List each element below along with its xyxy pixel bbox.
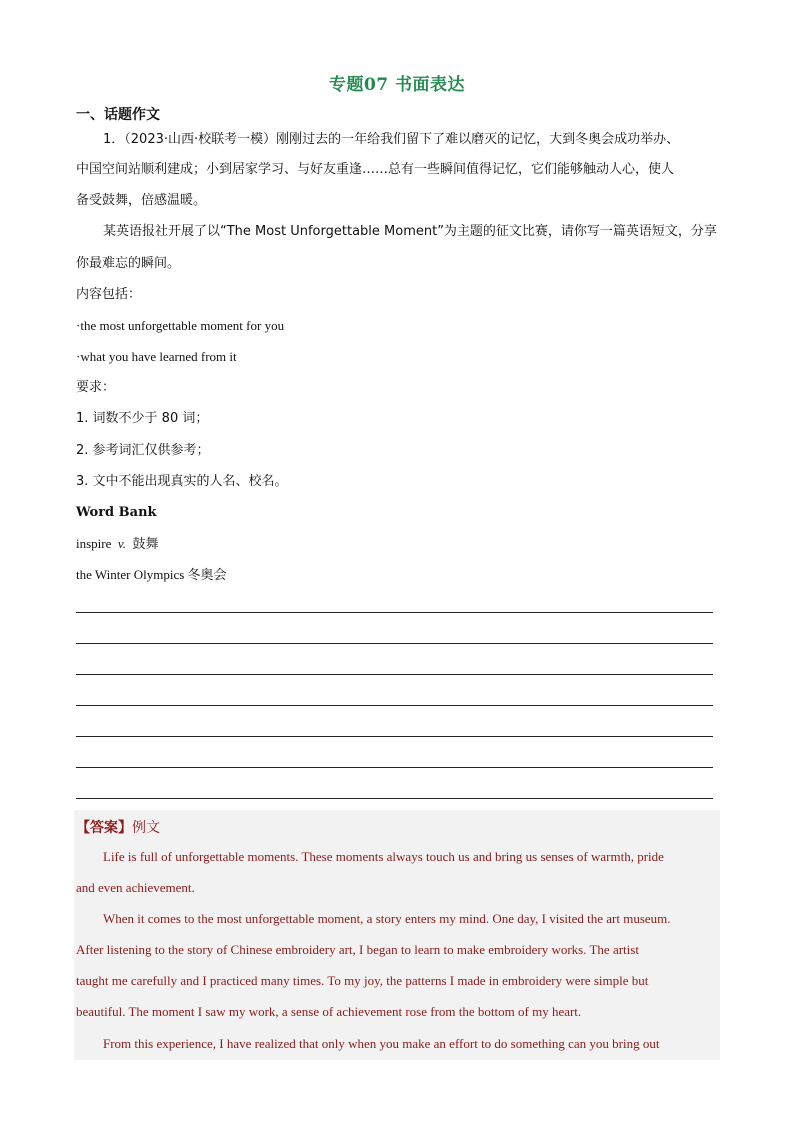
- answer-p1-line-2: and even achievement.: [76, 880, 195, 895]
- answer-p3-line-1: From this experience, I have realized that only when you make an effort to do something can you bring out: [103, 1036, 660, 1051]
- section-heading: 一、话题作文: [76, 107, 160, 123]
- answer-box: [74, 810, 720, 1060]
- question-line-4: 某英语报社开展了以“The Most Unforgettable Moment”为主题的征文比赛，请你写一篇英语短文，分享: [103, 224, 717, 239]
- answer-p2-line-3: taught me carefully and I practiced many times. To my joy, the patterns I made in embroidery were simple but: [76, 973, 649, 988]
- writing-line: [76, 798, 713, 799]
- requirements-label: 要求：: [76, 380, 116, 395]
- writing-line: [76, 705, 713, 706]
- answer-p2-line-4: beautiful. The moment I saw my work, a sense of achievement rose from the bottom of my heart.: [76, 1004, 582, 1019]
- word-bank-word: inspire: [76, 536, 112, 551]
- question-line-1: 1．（2023·山西·校联考一模）刚刚过去的一年给我们留下了难以磨灭的记忆，大到冬奥会成功举办、: [103, 132, 680, 147]
- writing-area: [76, 612, 713, 829]
- answer-p1-line-1: Life is full of unforgettable moments. These moments always touch us and bring us senses of warmth, pride: [103, 849, 664, 864]
- question-line-5: 你最难忘的瞬间。: [76, 256, 181, 271]
- question-line-3: 备受鼓舞，倍感温暖。: [76, 193, 207, 208]
- word-bank-label: Word Bank: [76, 505, 157, 520]
- writing-line: [76, 643, 713, 644]
- requirement-3: 3. 文中不能出现真实的人名、校名。: [76, 474, 288, 489]
- writing-line: [76, 736, 713, 737]
- answer-bracket: 【答案】: [76, 820, 132, 836]
- answer-p2-line-2: After listening to the story of Chinese embroidery art, I began to learn to make embroidery works. The artist: [76, 942, 639, 957]
- answer-p2-line-1: When it comes to the most unforgettable moment, a story enters my mind. One day, I visited the art museum.: [103, 911, 671, 926]
- word-bank-item-2: the Winter Olympics 冬奥会: [76, 567, 227, 582]
- writing-line: [76, 767, 713, 768]
- content-item-2: ·what you have learned from it: [76, 349, 237, 364]
- answer-label: [76, 817, 160, 837]
- content-item-1: ·the most unforgettable moment for you: [76, 318, 285, 333]
- requirement-1: 1. 词数不少于 80 词；: [76, 411, 209, 426]
- requirement-2: 2. 参考词汇仅供参考；: [76, 443, 210, 458]
- question-line-2: 中国空间站顺利建成；小到居家学习、与好友重逢……总有一些瞬间值得记忆，它们能够触动人心，使人: [76, 162, 675, 177]
- writing-line: [76, 674, 713, 675]
- content-label: 内容包括：: [76, 287, 142, 302]
- answer-label-text: 例文: [132, 820, 160, 836]
- word-bank-pos: v.: [117, 536, 126, 551]
- word-bank-item-1: [76, 536, 158, 553]
- page-title: 专题07 书面表达: [328, 75, 466, 95]
- word-bank-meaning: 鼓舞: [132, 537, 159, 552]
- writing-line: [76, 612, 713, 613]
